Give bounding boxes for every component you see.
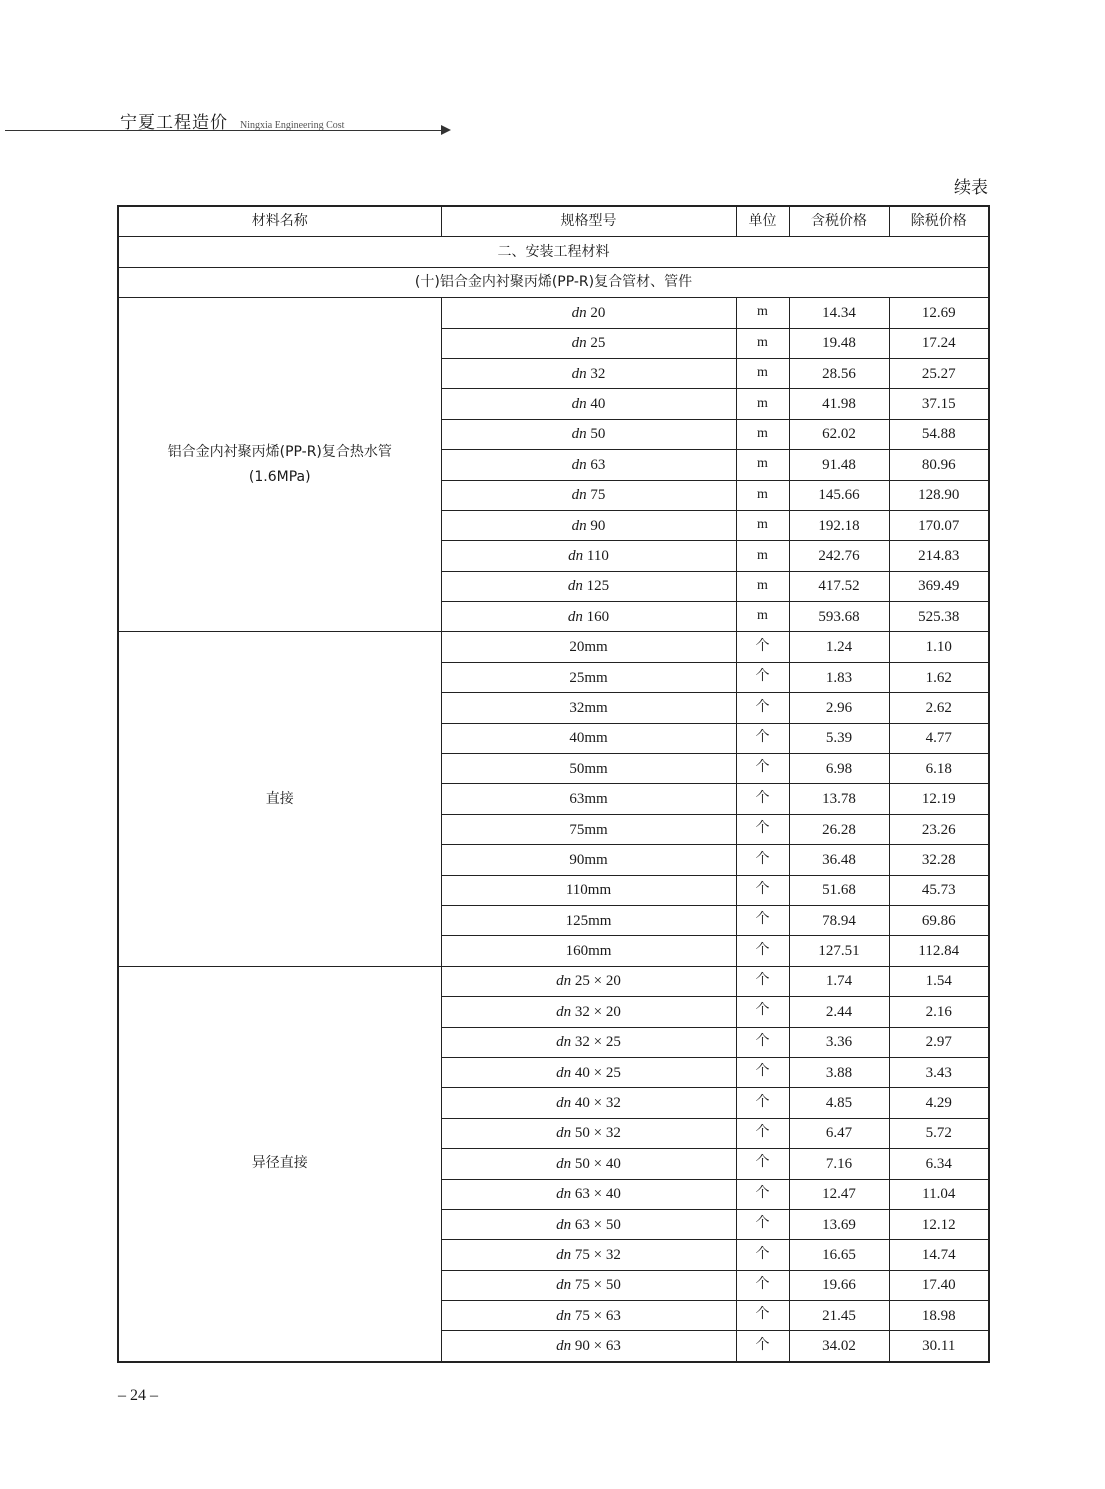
spec-value: 20mm <box>569 639 608 656</box>
spec-cell <box>441 723 736 753</box>
price-table <box>117 205 990 1363</box>
spec-cell <box>441 1301 736 1331</box>
price-without-tax-cell: 6.18 <box>889 754 989 784</box>
price-with-tax-cell: 1.74 <box>789 966 889 996</box>
spec-value: 40 <box>586 396 606 413</box>
spec-value: 32 × 25 <box>571 1034 621 1051</box>
unit-cell: 个 <box>736 1270 789 1300</box>
spec-cell <box>441 1209 736 1239</box>
unit-cell: 个 <box>736 1149 789 1179</box>
spec-value: 32 <box>586 365 606 382</box>
price-with-tax-cell: 6.98 <box>789 754 889 784</box>
spec-prefix: dn <box>571 456 587 473</box>
spec-value: 40 × 32 <box>571 1095 621 1112</box>
material-name-cell <box>118 298 441 632</box>
spec-cell <box>441 966 736 996</box>
unit-cell: 个 <box>736 905 789 935</box>
unit-cell: 个 <box>736 723 789 753</box>
spec-prefix: dn <box>571 517 587 534</box>
unit-cell: 个 <box>736 1301 789 1331</box>
unit-cell: 个 <box>736 1331 789 1362</box>
price-with-tax-cell: 593.68 <box>789 602 889 632</box>
price-with-tax-cell: 36.48 <box>789 845 889 875</box>
spec-value: 160 <box>582 608 610 625</box>
unit-cell: m <box>736 571 789 601</box>
price-without-tax-cell: 128.90 <box>889 480 989 510</box>
spec-prefix: dn <box>571 396 587 413</box>
spec-value: 75 × 50 <box>571 1277 621 1294</box>
spec-value: 25 <box>586 335 606 352</box>
price-without-tax-cell: 170.07 <box>889 510 989 540</box>
spec-cell <box>441 814 736 844</box>
price-without-tax-cell: 12.69 <box>889 298 989 328</box>
unit-cell: m <box>736 602 789 632</box>
material-name-note: (1.6MPa) <box>248 468 311 485</box>
price-without-tax-cell: 11.04 <box>889 1179 989 1209</box>
unit-cell: m <box>736 328 789 358</box>
price-without-tax-cell: 37.15 <box>889 389 989 419</box>
spec-cell <box>441 784 736 814</box>
spec-cell <box>441 358 736 388</box>
price-with-tax-cell: 5.39 <box>789 723 889 753</box>
price-with-tax-cell: 1.24 <box>789 632 889 662</box>
spec-value: 125mm <box>565 912 612 929</box>
unit-cell: m <box>736 419 789 449</box>
price-without-tax-cell: 45.73 <box>889 875 989 905</box>
subsection-title: (十)铝合金内衬聚丙烯(PP-R)复合管材、管件 <box>118 267 989 297</box>
unit-cell: m <box>736 541 789 571</box>
price-with-tax-cell: 34.02 <box>789 1331 889 1362</box>
page-number: – 24 – <box>118 1387 158 1404</box>
unit-cell: 个 <box>736 845 789 875</box>
price-with-tax-cell: 26.28 <box>789 814 889 844</box>
price-with-tax-cell: 7.16 <box>789 1149 889 1179</box>
price-without-tax-cell: 214.83 <box>889 541 989 571</box>
unit-cell: 个 <box>736 1209 789 1239</box>
price-with-tax-cell: 19.48 <box>789 328 889 358</box>
price-with-tax-cell: 145.66 <box>789 480 889 510</box>
price-with-tax-cell: 16.65 <box>789 1240 889 1270</box>
journal-title-english: Ningxia Engineering Cost <box>240 120 345 131</box>
spec-cell <box>441 1057 736 1087</box>
price-with-tax-cell: 13.78 <box>789 784 889 814</box>
price-without-tax-cell: 12.19 <box>889 784 989 814</box>
spec-cell <box>441 602 736 632</box>
spec-value: 63 × 50 <box>571 1216 621 1233</box>
spec-value: 90mm <box>569 851 608 868</box>
spec-cell <box>441 541 736 571</box>
table-row <box>118 298 989 328</box>
price-with-tax-cell: 2.96 <box>789 693 889 723</box>
spec-cell <box>441 450 736 480</box>
spec-prefix: dn <box>571 304 587 321</box>
spec-value: 25 × 20 <box>571 973 621 990</box>
price-without-tax-cell: 1.10 <box>889 632 989 662</box>
spec-prefix: dn <box>567 608 583 625</box>
column-header: 除税价格 <box>889 206 989 237</box>
spec-cell <box>441 997 736 1027</box>
spec-prefix: dn <box>556 1125 572 1142</box>
unit-cell: 个 <box>736 662 789 692</box>
price-with-tax-cell: 78.94 <box>789 905 889 935</box>
price-without-tax-cell: 32.28 <box>889 845 989 875</box>
unit-cell: 个 <box>736 966 789 996</box>
spec-prefix: dn <box>556 1095 572 1112</box>
price-with-tax-cell: 1.83 <box>789 662 889 692</box>
spec-value: 110 <box>583 547 609 564</box>
spec-cell <box>441 936 736 966</box>
unit-cell: m <box>736 510 789 540</box>
spec-prefix: dn <box>556 973 572 990</box>
spec-cell <box>441 1179 736 1209</box>
unit-cell: 个 <box>736 632 789 662</box>
price-with-tax-cell: 127.51 <box>789 936 889 966</box>
price-without-tax-cell: 17.40 <box>889 1270 989 1300</box>
unit-cell: 个 <box>736 1027 789 1057</box>
price-with-tax-cell: 28.56 <box>789 358 889 388</box>
price-without-tax-cell: 25.27 <box>889 358 989 388</box>
spec-value: 90 × 63 <box>571 1338 621 1355</box>
spec-cell <box>441 1027 736 1057</box>
price-with-tax-cell: 12.47 <box>789 1179 889 1209</box>
spec-value: 75 × 63 <box>571 1307 621 1324</box>
spec-cell <box>441 1088 736 1118</box>
unit-cell: 个 <box>736 1179 789 1209</box>
spec-value: 50 × 32 <box>571 1125 621 1142</box>
price-without-tax-cell: 369.49 <box>889 571 989 601</box>
material-name: 异径直接 <box>251 1155 308 1172</box>
unit-cell: 个 <box>736 997 789 1027</box>
unit-cell: 个 <box>736 1088 789 1118</box>
spec-value: 32mm <box>569 699 608 716</box>
spec-value: 20 <box>586 304 606 321</box>
column-header: 材料名称 <box>118 206 441 237</box>
spec-cell <box>441 1149 736 1179</box>
unit-cell: m <box>736 298 789 328</box>
spec-cell <box>441 328 736 358</box>
price-with-tax-cell: 2.44 <box>789 997 889 1027</box>
table-row <box>118 632 989 662</box>
spec-value: 90 <box>586 517 606 534</box>
spec-value: 25mm <box>569 669 608 686</box>
price-with-tax-cell: 6.47 <box>789 1118 889 1148</box>
spec-prefix: dn <box>556 1064 572 1081</box>
price-without-tax-cell: 2.62 <box>889 693 989 723</box>
header-rule <box>5 130 445 131</box>
unit-cell: 个 <box>736 875 789 905</box>
spec-prefix: dn <box>556 1307 572 1324</box>
unit-cell: 个 <box>736 1118 789 1148</box>
spec-prefix: dn <box>567 578 583 595</box>
spec-prefix: dn <box>556 1186 572 1203</box>
subsection-row <box>118 267 989 297</box>
spec-prefix: dn <box>571 426 587 443</box>
unit-cell: 个 <box>736 1240 789 1270</box>
price-with-tax-cell: 62.02 <box>789 419 889 449</box>
spec-cell <box>441 1240 736 1270</box>
spec-prefix: dn <box>556 1003 572 1020</box>
unit-cell: m <box>736 450 789 480</box>
price-without-tax-cell: 14.74 <box>889 1240 989 1270</box>
material-name: 直接 <box>265 790 294 807</box>
spec-prefix: dn <box>556 1246 572 1263</box>
price-without-tax-cell: 6.34 <box>889 1149 989 1179</box>
spec-prefix: dn <box>556 1216 572 1233</box>
spec-value: 63 <box>586 456 606 473</box>
unit-cell: 个 <box>736 936 789 966</box>
column-header: 单位 <box>736 206 789 237</box>
price-with-tax-cell: 417.52 <box>789 571 889 601</box>
spec-cell <box>441 754 736 784</box>
spec-value: 50mm <box>569 760 608 777</box>
price-with-tax-cell: 21.45 <box>789 1301 889 1331</box>
price-with-tax-cell: 91.48 <box>789 450 889 480</box>
spec-value: 110mm <box>565 882 612 899</box>
spec-prefix: dn <box>571 335 587 352</box>
unit-cell: m <box>736 480 789 510</box>
spec-cell <box>441 510 736 540</box>
unit-cell: 个 <box>736 693 789 723</box>
unit-cell: 个 <box>736 754 789 784</box>
price-without-tax-cell: 4.77 <box>889 723 989 753</box>
spec-value: 75 <box>586 487 606 504</box>
spec-cell <box>441 298 736 328</box>
price-without-tax-cell: 80.96 <box>889 450 989 480</box>
spec-value: 63 × 40 <box>571 1186 621 1203</box>
material-name-cell <box>118 966 441 1362</box>
price-without-tax-cell: 4.29 <box>889 1088 989 1118</box>
table-row <box>118 966 989 996</box>
price-with-tax-cell: 41.98 <box>789 389 889 419</box>
unit-cell: m <box>736 389 789 419</box>
spec-cell <box>441 693 736 723</box>
spec-cell <box>441 845 736 875</box>
price-without-tax-cell: 12.12 <box>889 1209 989 1239</box>
unit-cell: 个 <box>736 1057 789 1087</box>
spec-value: 40 × 25 <box>571 1064 621 1081</box>
price-without-tax-cell: 54.88 <box>889 419 989 449</box>
price-with-tax-cell: 19.66 <box>789 1270 889 1300</box>
spec-prefix: dn <box>556 1338 572 1355</box>
price-without-tax-cell: 18.98 <box>889 1301 989 1331</box>
spec-cell <box>441 1331 736 1362</box>
price-without-tax-cell: 2.97 <box>889 1027 989 1057</box>
spec-value: 40mm <box>569 730 608 747</box>
spec-cell <box>441 905 736 935</box>
spec-cell <box>441 632 736 662</box>
spec-value: 50 × 40 <box>571 1155 621 1172</box>
spec-cell <box>441 571 736 601</box>
spec-value: 75mm <box>569 821 608 838</box>
unit-cell: 个 <box>736 784 789 814</box>
column-header: 规格型号 <box>441 206 736 237</box>
price-without-tax-cell: 525.38 <box>889 602 989 632</box>
column-header: 含税价格 <box>789 206 889 237</box>
price-without-tax-cell: 30.11 <box>889 1331 989 1362</box>
section-title: 二、安装工程材料 <box>118 237 989 267</box>
spec-prefix: dn <box>556 1277 572 1294</box>
spec-cell <box>441 662 736 692</box>
spec-cell <box>441 875 736 905</box>
price-without-tax-cell: 17.24 <box>889 328 989 358</box>
spec-value: 32 × 20 <box>571 1003 621 1020</box>
spec-prefix: dn <box>571 487 587 504</box>
price-without-tax-cell: 112.84 <box>889 936 989 966</box>
price-with-tax-cell: 51.68 <box>789 875 889 905</box>
price-with-tax-cell: 192.18 <box>789 510 889 540</box>
material-name-cell <box>118 632 441 966</box>
spec-value: 125 <box>582 578 610 595</box>
spec-cell <box>441 480 736 510</box>
price-with-tax-cell: 3.36 <box>789 1027 889 1057</box>
price-without-tax-cell: 3.43 <box>889 1057 989 1087</box>
price-with-tax-cell: 4.85 <box>789 1088 889 1118</box>
price-with-tax-cell: 14.34 <box>789 298 889 328</box>
price-with-tax-cell: 13.69 <box>789 1209 889 1239</box>
price-without-tax-cell: 2.16 <box>889 997 989 1027</box>
material-name: 铝合金内衬聚丙烯(PP-R)复合热水管 <box>167 443 392 460</box>
spec-value: 50 <box>586 426 606 443</box>
price-with-tax-cell: 3.88 <box>789 1057 889 1087</box>
unit-cell: 个 <box>736 814 789 844</box>
table-header-row <box>118 206 989 237</box>
price-with-tax-cell: 242.76 <box>789 541 889 571</box>
spec-cell <box>441 419 736 449</box>
spec-value: 63mm <box>569 791 608 808</box>
unit-cell: m <box>736 358 789 388</box>
spec-prefix: dn <box>556 1155 572 1172</box>
journal-title: 宁夏工程造价 <box>120 113 228 133</box>
price-without-tax-cell: 1.54 <box>889 966 989 996</box>
spec-cell <box>441 389 736 419</box>
spec-prefix: dn <box>568 547 584 564</box>
price-without-tax-cell: 5.72 <box>889 1118 989 1148</box>
spec-value: 75 × 32 <box>571 1246 621 1263</box>
spec-prefix: dn <box>556 1034 572 1051</box>
spec-cell <box>441 1118 736 1148</box>
continued-label: 续表 <box>954 178 988 198</box>
price-without-tax-cell: 69.86 <box>889 905 989 935</box>
spec-prefix: dn <box>571 365 587 382</box>
price-without-tax-cell: 23.26 <box>889 814 989 844</box>
arrow-icon <box>441 125 451 135</box>
spec-cell <box>441 1270 736 1300</box>
price-without-tax-cell: 1.62 <box>889 662 989 692</box>
spec-value: 160mm <box>565 943 612 960</box>
section-row <box>118 237 989 267</box>
